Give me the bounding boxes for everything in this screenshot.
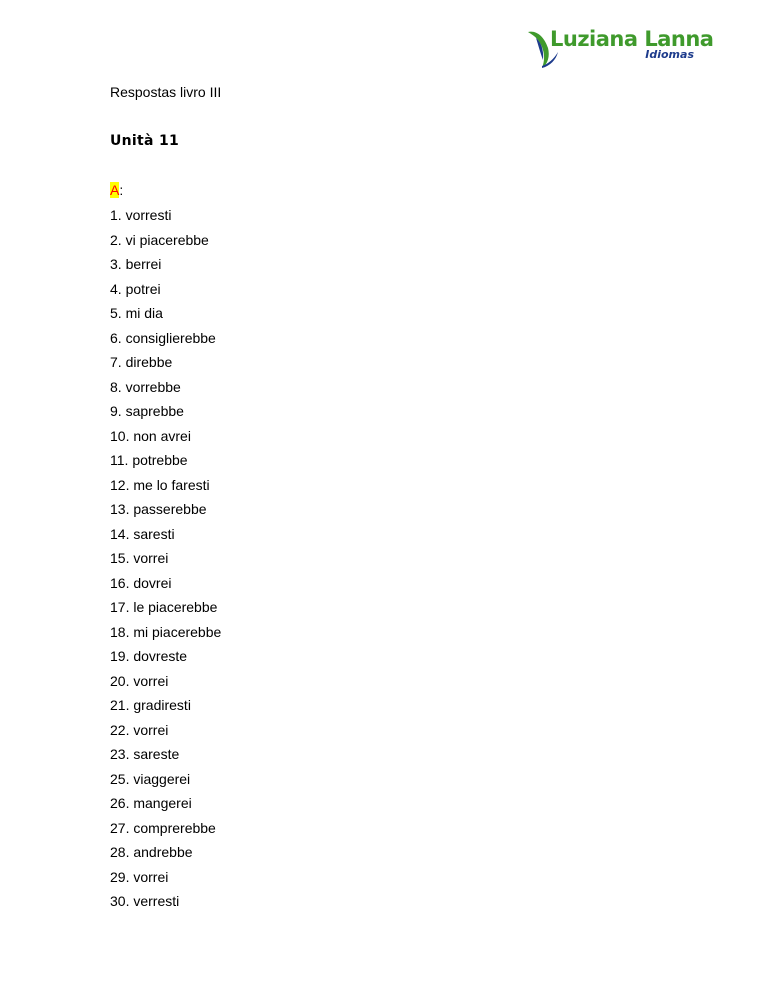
answer-item: 23. sareste — [110, 746, 180, 762]
logo-subtitle: Idiomas — [645, 48, 694, 61]
answer-item: 26. mangerei — [110, 795, 192, 811]
answer-item: 1. vorresti — [110, 207, 172, 223]
answer-item: 13. passerebbe — [110, 501, 207, 517]
answer-item: 17. le piacerebbe — [110, 599, 218, 615]
answer-list — [110, 207, 221, 918]
answer-item: 14. saresti — [110, 525, 175, 542]
answer-item: 27. comprerebbe — [110, 819, 216, 836]
answer-item: 9. saprebbe — [110, 403, 184, 419]
answer-item: 29. vorrei — [110, 868, 169, 885]
section-suffix: : — [119, 182, 124, 198]
logo-name: Luziana Lanna — [550, 27, 714, 51]
answer-item: 22. vorrei — [110, 721, 169, 738]
answer-item: 2. vi piacerebbe — [110, 231, 209, 248]
answer-item: 21. gradiresti — [110, 697, 191, 713]
answer-item: 8. vorrebbe — [110, 378, 181, 395]
answer-item: 3. berrei — [110, 256, 162, 272]
answer-item: 10. non avrei — [110, 427, 191, 444]
answer-item: 11. potrebbe — [110, 452, 188, 468]
answer-item: 19. dovreste — [110, 648, 188, 664]
answer-item: 16. dovrei — [110, 574, 172, 591]
answer-item: 25. viaggerei — [110, 770, 191, 787]
answer-item: 15. vorrei — [110, 550, 169, 566]
answer-item: 5. mi dia — [110, 305, 163, 321]
answer-item: 20. vorrei — [110, 672, 169, 689]
company-logo — [526, 26, 714, 70]
answer-item: 6. consiglierebbe — [110, 329, 216, 346]
section-label — [110, 182, 123, 199]
answer-item: 12. me lo faresti — [110, 476, 210, 493]
answer-item: 18. mi piacerebbe — [110, 623, 222, 640]
section-letter: A — [110, 182, 120, 198]
unit-heading: Unità 11 — [110, 133, 180, 149]
answer-item: 4. potrei — [110, 280, 161, 297]
answer-item: 7. direbbe — [110, 354, 173, 370]
answer-item: 30. verresti — [110, 893, 180, 909]
answer-item: 28. andrebbe — [110, 844, 193, 860]
document-title: Respostas livro III — [110, 84, 222, 100]
